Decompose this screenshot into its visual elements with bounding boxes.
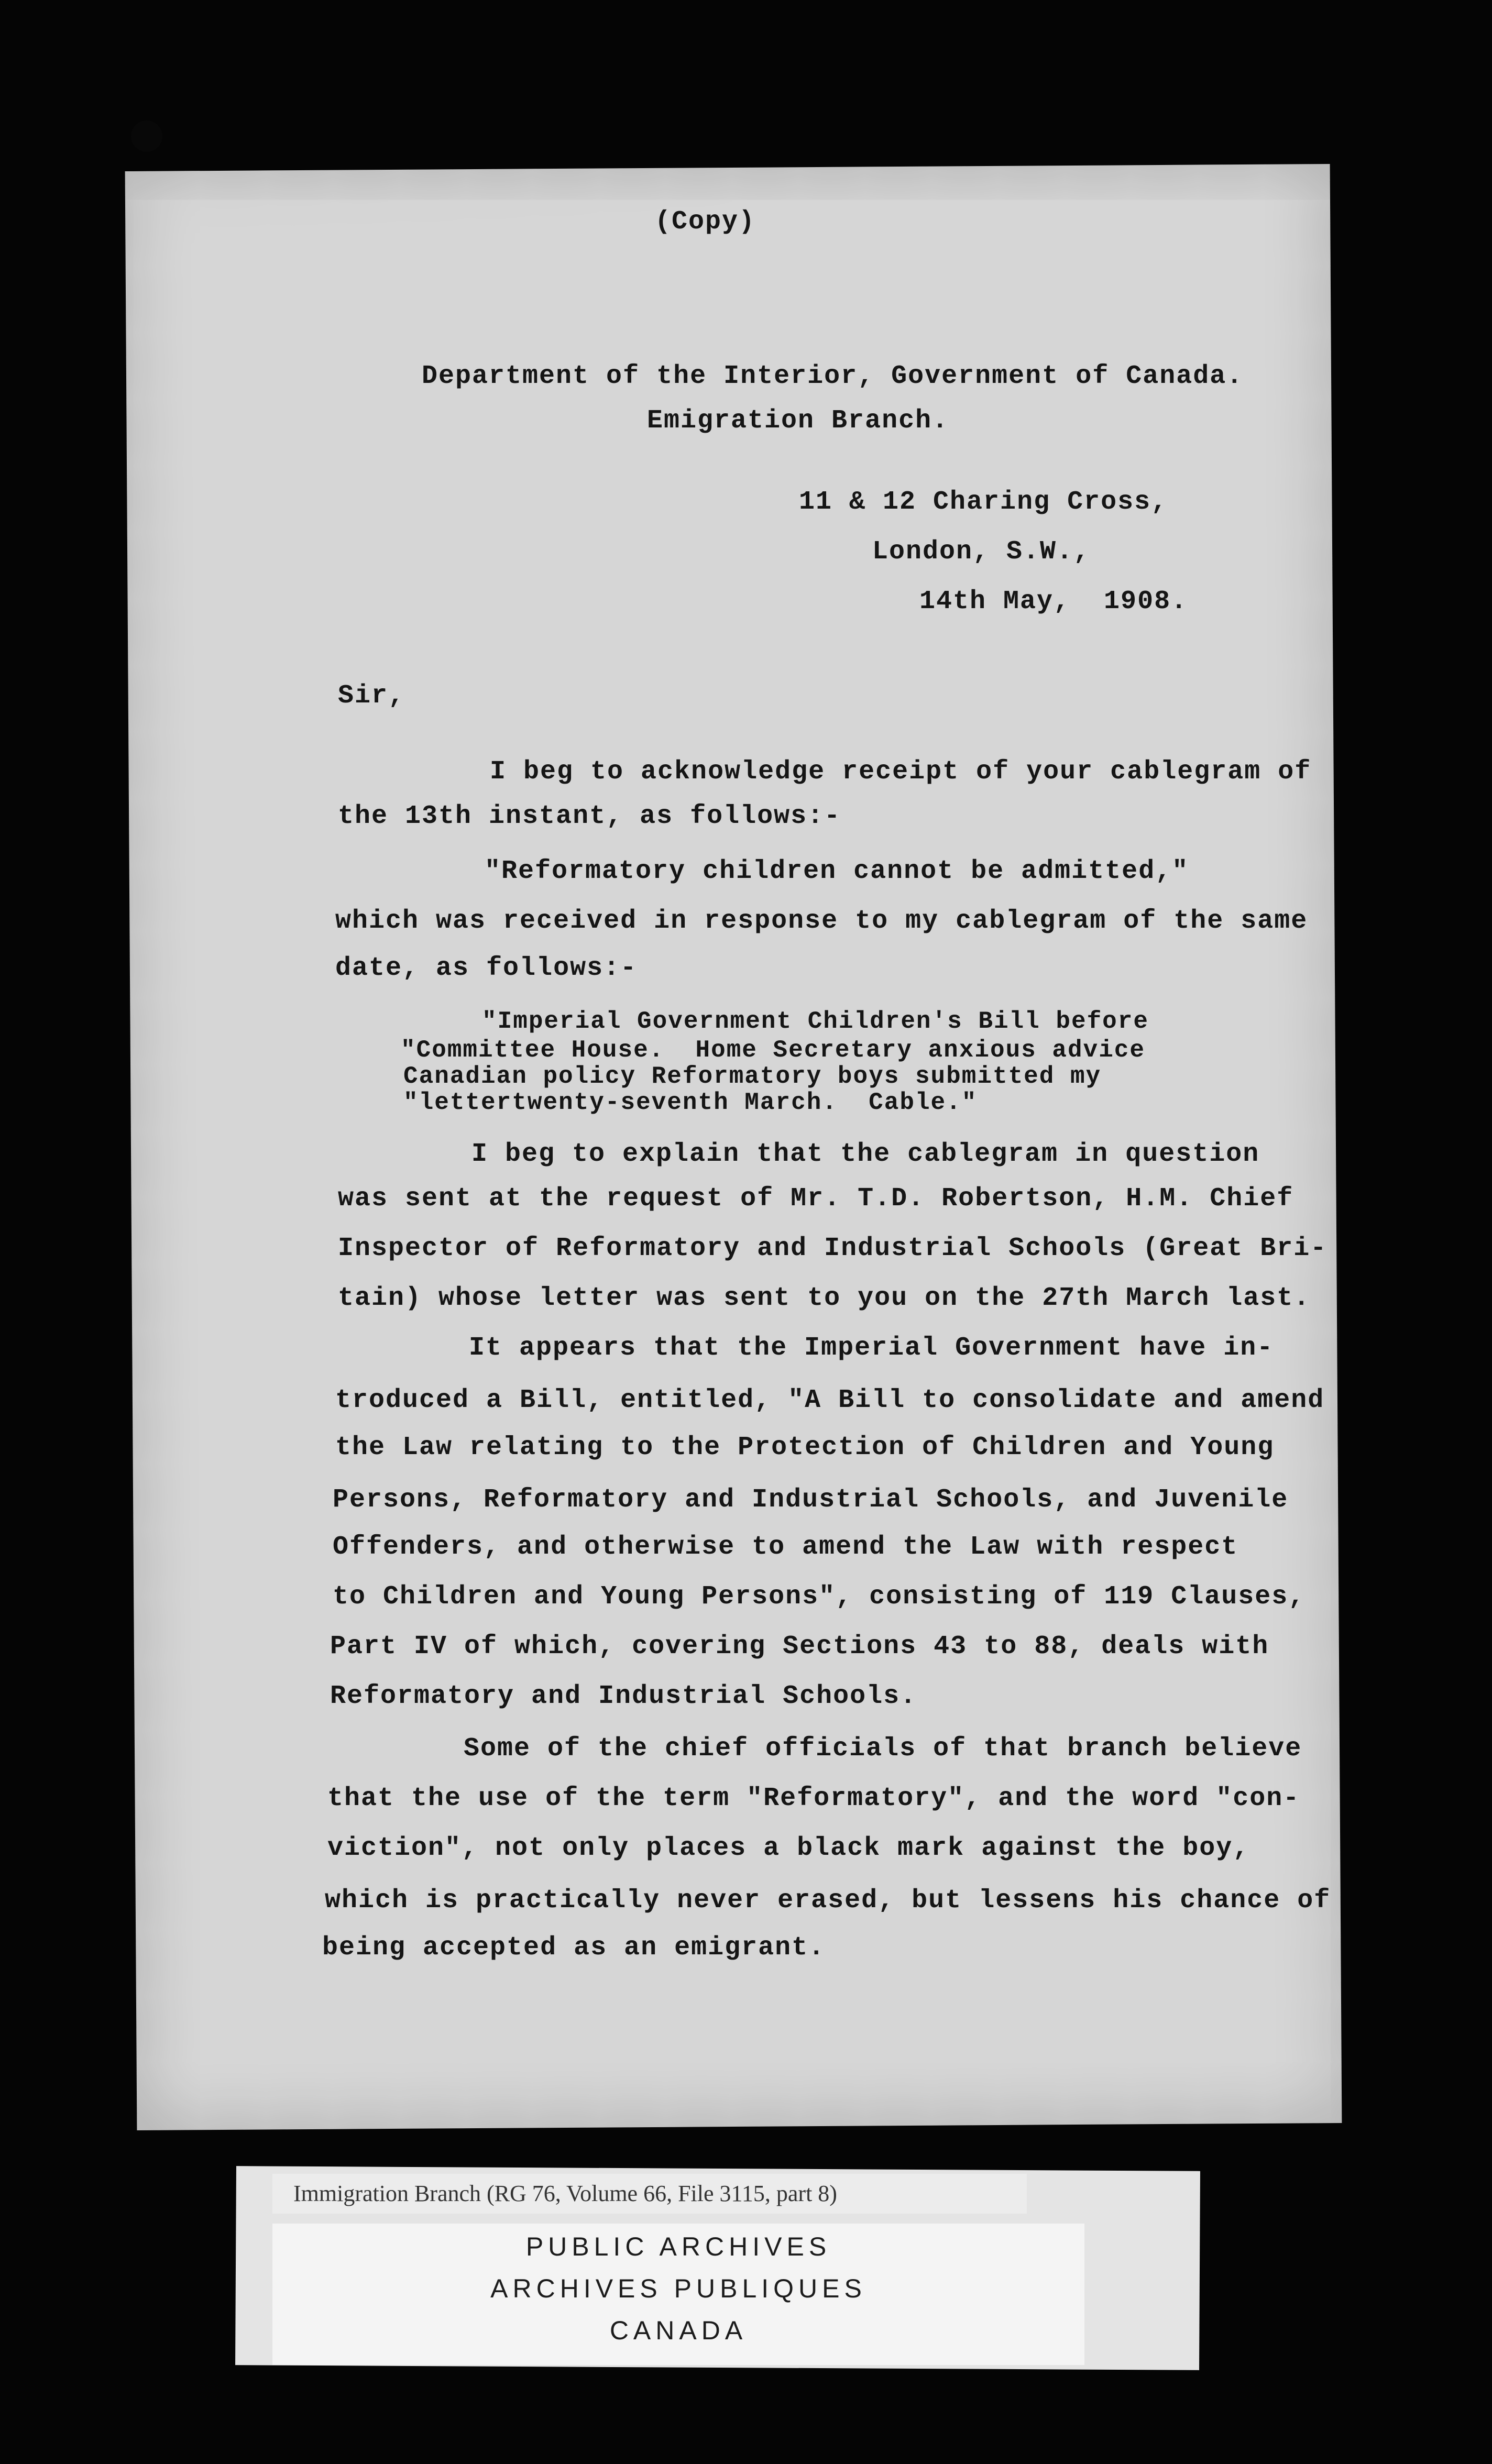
address-city: London, S.W.,: [872, 537, 1091, 567]
salutation: Sir,: [338, 681, 405, 711]
body-line: "Reformatory children cannot be admitted,": [485, 856, 1189, 886]
body-line: Inspector of Reformatory and Industrial Schools (Great Bri-: [338, 1234, 1328, 1263]
quote-line: "lettertwenty-seventh March. Cable.": [403, 1089, 978, 1116]
body-line: was sent at the request of Mr. T.D. Robertson, H.M. Chief: [338, 1184, 1294, 1214]
body-line: date, as follows:-: [335, 953, 638, 983]
body-line: I beg to acknowledge receipt of your cablegram of: [490, 757, 1312, 787]
archive-line-2: ARCHIVES PUBLIQUES: [490, 2274, 866, 2303]
body-line: the Law relating to the Protection of Children and Young: [335, 1433, 1275, 1462]
body-line: tain) whose letter was sent to you on the 27th March last.: [338, 1283, 1311, 1313]
archive-line-3: CANADA: [609, 2316, 748, 2345]
body-line: the 13th instant, as follows:-: [338, 801, 841, 831]
body-line: Offenders, and otherwise to amend the Law with respect: [333, 1532, 1238, 1562]
body-line: which is practically never erased, but lessens his chance of: [325, 1886, 1331, 1916]
body-line: Some of the chief officials of that branch believe: [464, 1734, 1302, 1764]
body-line: troduced a Bill, entitled, "A Bill to consolidate and amend: [335, 1385, 1325, 1415]
punch-hole: [131, 120, 162, 152]
quote-line: Canadian policy Reformatory boys submitted my: [403, 1063, 1102, 1090]
archive-reference: Immigration Branch (RG 76, Volume 66, File 3115, part 8): [272, 2174, 1027, 2214]
letter-date: 14th May, 1908.: [919, 587, 1188, 617]
body-line: It appears that the Imperial Government have in-: [469, 1333, 1274, 1363]
body-line: which was received in response to my cablegram of the same: [335, 906, 1308, 936]
body-line: Part IV of which, covering Sections 43 to 88, deals with: [330, 1632, 1269, 1662]
body-line: to Children and Young Persons", consisting of 119 Clauses,: [333, 1582, 1306, 1612]
body-line: that the use of the term "Reformatory", and the word "con-: [327, 1784, 1300, 1813]
body-line: Persons, Reformatory and Industrial Schools, and Juvenile: [333, 1485, 1289, 1515]
quote-line: "Imperial Government Children's Bill before: [482, 1008, 1149, 1035]
copy-mark: (Copy): [655, 207, 756, 237]
address-street: 11 & 12 Charing Cross,: [799, 487, 1168, 517]
header-department: Department of the Interior, Government of Canada.: [422, 361, 1244, 391]
archive-line-1: PUBLIC ARCHIVES: [525, 2232, 831, 2261]
body-line: Reformatory and Industrial Schools.: [330, 1681, 917, 1711]
body-line: I beg to explain that the cablegram in question: [471, 1139, 1260, 1169]
quote-line: "Committee House. Home Secretary anxious advice: [401, 1037, 1146, 1064]
body-line: being accepted as an emigrant.: [322, 1933, 826, 1963]
header-branch: Emigration Branch.: [647, 406, 949, 436]
body-line: viction", not only places a black mark against the boy,: [327, 1833, 1250, 1863]
